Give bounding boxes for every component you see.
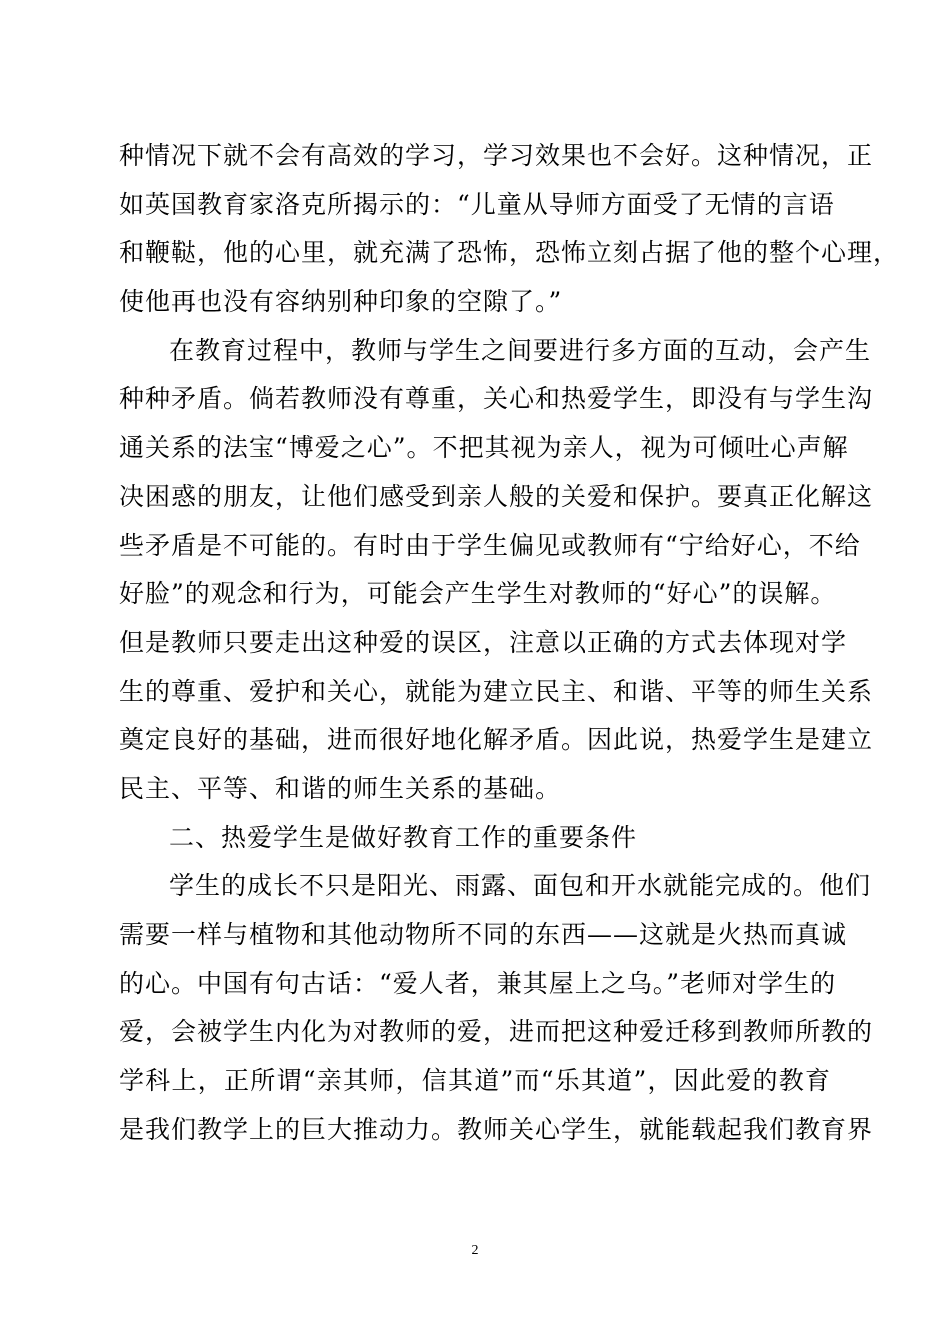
text-line: 民主、平等、和谐的师生关系的基础。: [119, 773, 562, 803]
text-line: 学生的成长不只是阳光、雨露、面包和开水就能完成的。他们: [169, 871, 872, 901]
text-line: 使他再也没有容纳别种印象的空隙了。”: [119, 287, 563, 317]
text-line: 好脸”的观念和行为，可能会产生学生对教师的“好心”的误解。: [119, 579, 837, 609]
text-line: 通关系的法宝“博爱之心”。不把其视为亲人，视为可倾吐心声解: [119, 433, 849, 463]
section-heading: 二、热爱学生是做好教育工作的重要条件: [169, 822, 638, 852]
text-line: 生的尊重、爱护和关心，就能为建立民主、和谐、平等的师生关系: [119, 676, 874, 706]
text-line: 决困惑的朋友，让他们感受到亲人般的关爱和保护。要真正化解这: [119, 481, 874, 511]
text-line: 但是教师只要走出这种爱的误区，注意以正确的方式去体现对学: [119, 627, 848, 657]
text-line: 种种矛盾。倘若教师没有尊重，关心和热爱学生，即没有与学生沟: [119, 384, 874, 414]
text-line: 需要一样与植物和其他动物所不同的东西——这就是火热而真诚: [119, 920, 848, 949]
text-line: 学科上，正所谓“亲其师，信其道”而“乐其道”，因此爱的教育: [119, 1066, 831, 1096]
text-line: 是我们教学上的巨大推动力。教师关心学生，就能载起我们教育界: [119, 1114, 874, 1144]
text-line: 些矛盾是不可能的。有时由于学生偏见或教师有“宁给好心，不给: [119, 530, 861, 560]
text-line: 和鞭鞑，他的心里，就充满了恐怖，恐怖立刻占据了他的整个心理，: [119, 238, 900, 268]
text-line: 奠定良好的基础，进而很好地化解矛盾。因此说，热爱学生是建立: [119, 725, 874, 755]
text-line: 种情况下就不会有高效的学习，学习效果也不会好。这种情况，正: [119, 141, 874, 170]
text-line: 在教育过程中，教师与学生之间要进行多方面的互动，会产生: [169, 335, 872, 365]
page-number: 2: [471, 1243, 479, 1258]
body-text: [119, 132, 900, 1154]
text-line: 的心。中国有句古话：“爱人者，兼其屋上之乌。”老师对学生的: [119, 968, 837, 998]
text-line: 爱，会被学生内化为对教师的爱，进而把这种爱迁移到教师所教的: [119, 1017, 874, 1047]
text-line: 如英国教育家洛克所揭示的：“儿童从导师方面受了无情的言语: [119, 189, 835, 219]
